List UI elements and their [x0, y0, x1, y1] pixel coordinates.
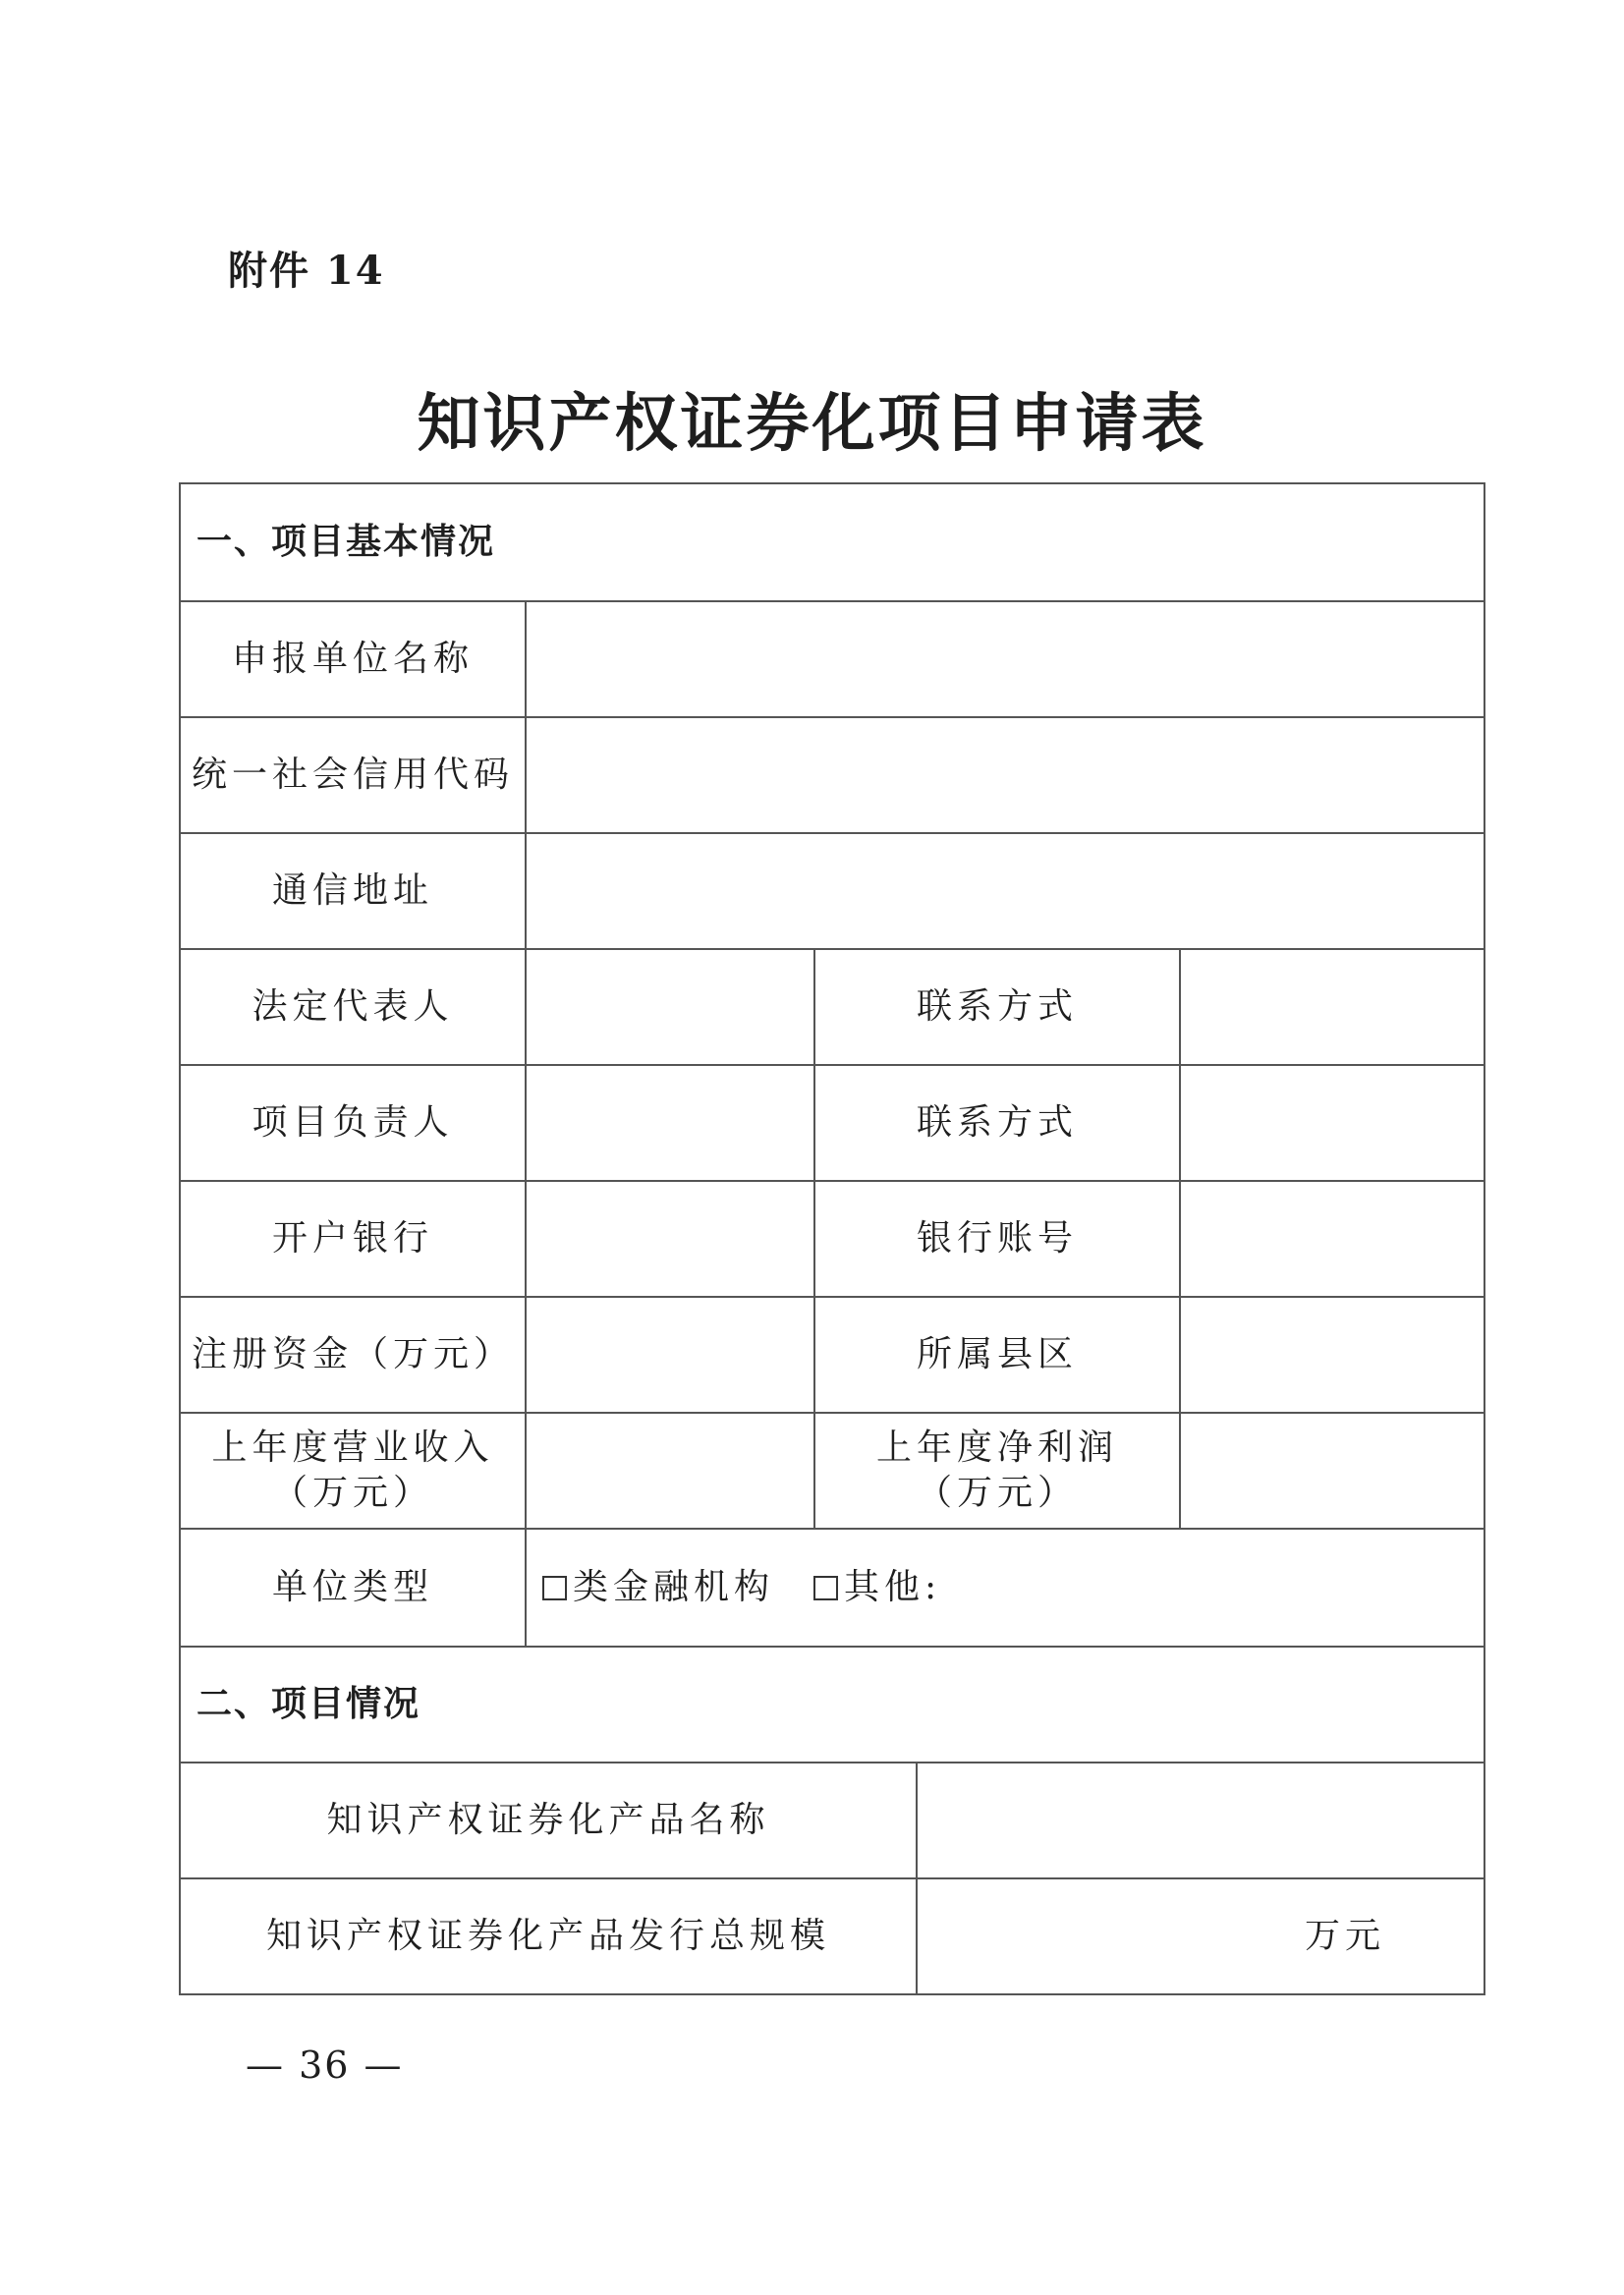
- project-lead-label: 项目负责人: [252, 1102, 454, 1143]
- form-row: [181, 716, 1484, 832]
- option-label: 类金融机构: [573, 1567, 775, 1607]
- form-row: [181, 948, 1484, 1064]
- legal-rep-field[interactable]: [525, 950, 813, 1064]
- contact1-field[interactable]: [1179, 950, 1484, 1064]
- unit-type-option-financial[interactable]: [542, 1565, 774, 1610]
- unit-type-option-other[interactable]: [813, 1565, 941, 1610]
- checkbox[interactable]: [542, 1576, 567, 1600]
- bank-label: 开户银行: [271, 1218, 433, 1259]
- scale-unit: 万元: [1304, 1916, 1385, 1956]
- applicant-name-label: 申报单位名称: [231, 639, 474, 679]
- scale-label: 知识产权证券化产品发行总规模: [265, 1916, 830, 1956]
- form-row: [181, 1296, 1484, 1412]
- form-row: [181, 1528, 1484, 1646]
- contact2-field[interactable]: [1179, 1066, 1484, 1180]
- scale-field[interactable]: [916, 1879, 1484, 1993]
- applicant-name-field[interactable]: [525, 602, 1484, 716]
- registered-capital-field[interactable]: [525, 1298, 813, 1412]
- profit-label: [813, 1414, 1179, 1528]
- form-row: [181, 1877, 1484, 1993]
- unit-type-label: 单位类型: [271, 1567, 433, 1607]
- form-row: [181, 832, 1484, 948]
- legal-rep-label: 法定代表人: [252, 986, 454, 1027]
- option-label: 其他:: [844, 1567, 942, 1607]
- project-lead-field[interactable]: [525, 1066, 813, 1180]
- county-label: 所属县区: [813, 1298, 1179, 1412]
- form-row: [181, 1762, 1484, 1877]
- registered-capital-label: 注册资金（万元）: [191, 1334, 514, 1374]
- revenue-label-line1: 上年度营业收入: [211, 1427, 494, 1468]
- address-label: 通信地址: [271, 870, 433, 911]
- address-field[interactable]: [525, 834, 1484, 948]
- application-form: [179, 482, 1485, 1995]
- form-row: [181, 1180, 1484, 1296]
- checkbox[interactable]: [813, 1576, 838, 1600]
- bank-account-field[interactable]: [1179, 1182, 1484, 1296]
- profit-label-line2: （万元）: [916, 1473, 1078, 1513]
- form-row: [181, 1064, 1484, 1180]
- section2-header-row: [181, 1646, 1484, 1762]
- county-field[interactable]: [1179, 1298, 1484, 1412]
- product-name-label: 知识产权证券化产品名称: [326, 1800, 770, 1840]
- form-row: [181, 600, 1484, 716]
- unit-type-options: [525, 1530, 1484, 1646]
- revenue-label: [181, 1414, 525, 1528]
- form-row: [181, 1412, 1484, 1528]
- profit-label-line1: 上年度净利润: [875, 1427, 1118, 1468]
- bank-account-label: 银行账号: [813, 1182, 1179, 1296]
- bank-field[interactable]: [525, 1182, 813, 1296]
- attachment-label: 附件 14: [228, 248, 385, 294]
- section2-heading: 二、项目情况: [196, 1684, 421, 1724]
- credit-code-field[interactable]: [525, 718, 1484, 832]
- revenue-field[interactable]: [525, 1414, 813, 1528]
- section1-heading: 一、项目基本情况: [196, 522, 496, 562]
- page-number: — 36 —: [246, 2043, 404, 2087]
- product-name-field[interactable]: [916, 1763, 1484, 1877]
- form-title: 知识产权证券化项目申请表: [417, 387, 1207, 461]
- section1-header-row: [181, 484, 1484, 600]
- revenue-label-line2: （万元）: [271, 1473, 433, 1513]
- profit-field[interactable]: [1179, 1414, 1484, 1528]
- contact2-label: 联系方式: [813, 1066, 1179, 1180]
- contact1-label: 联系方式: [813, 950, 1179, 1064]
- credit-code-label: 统一社会信用代码: [191, 755, 514, 795]
